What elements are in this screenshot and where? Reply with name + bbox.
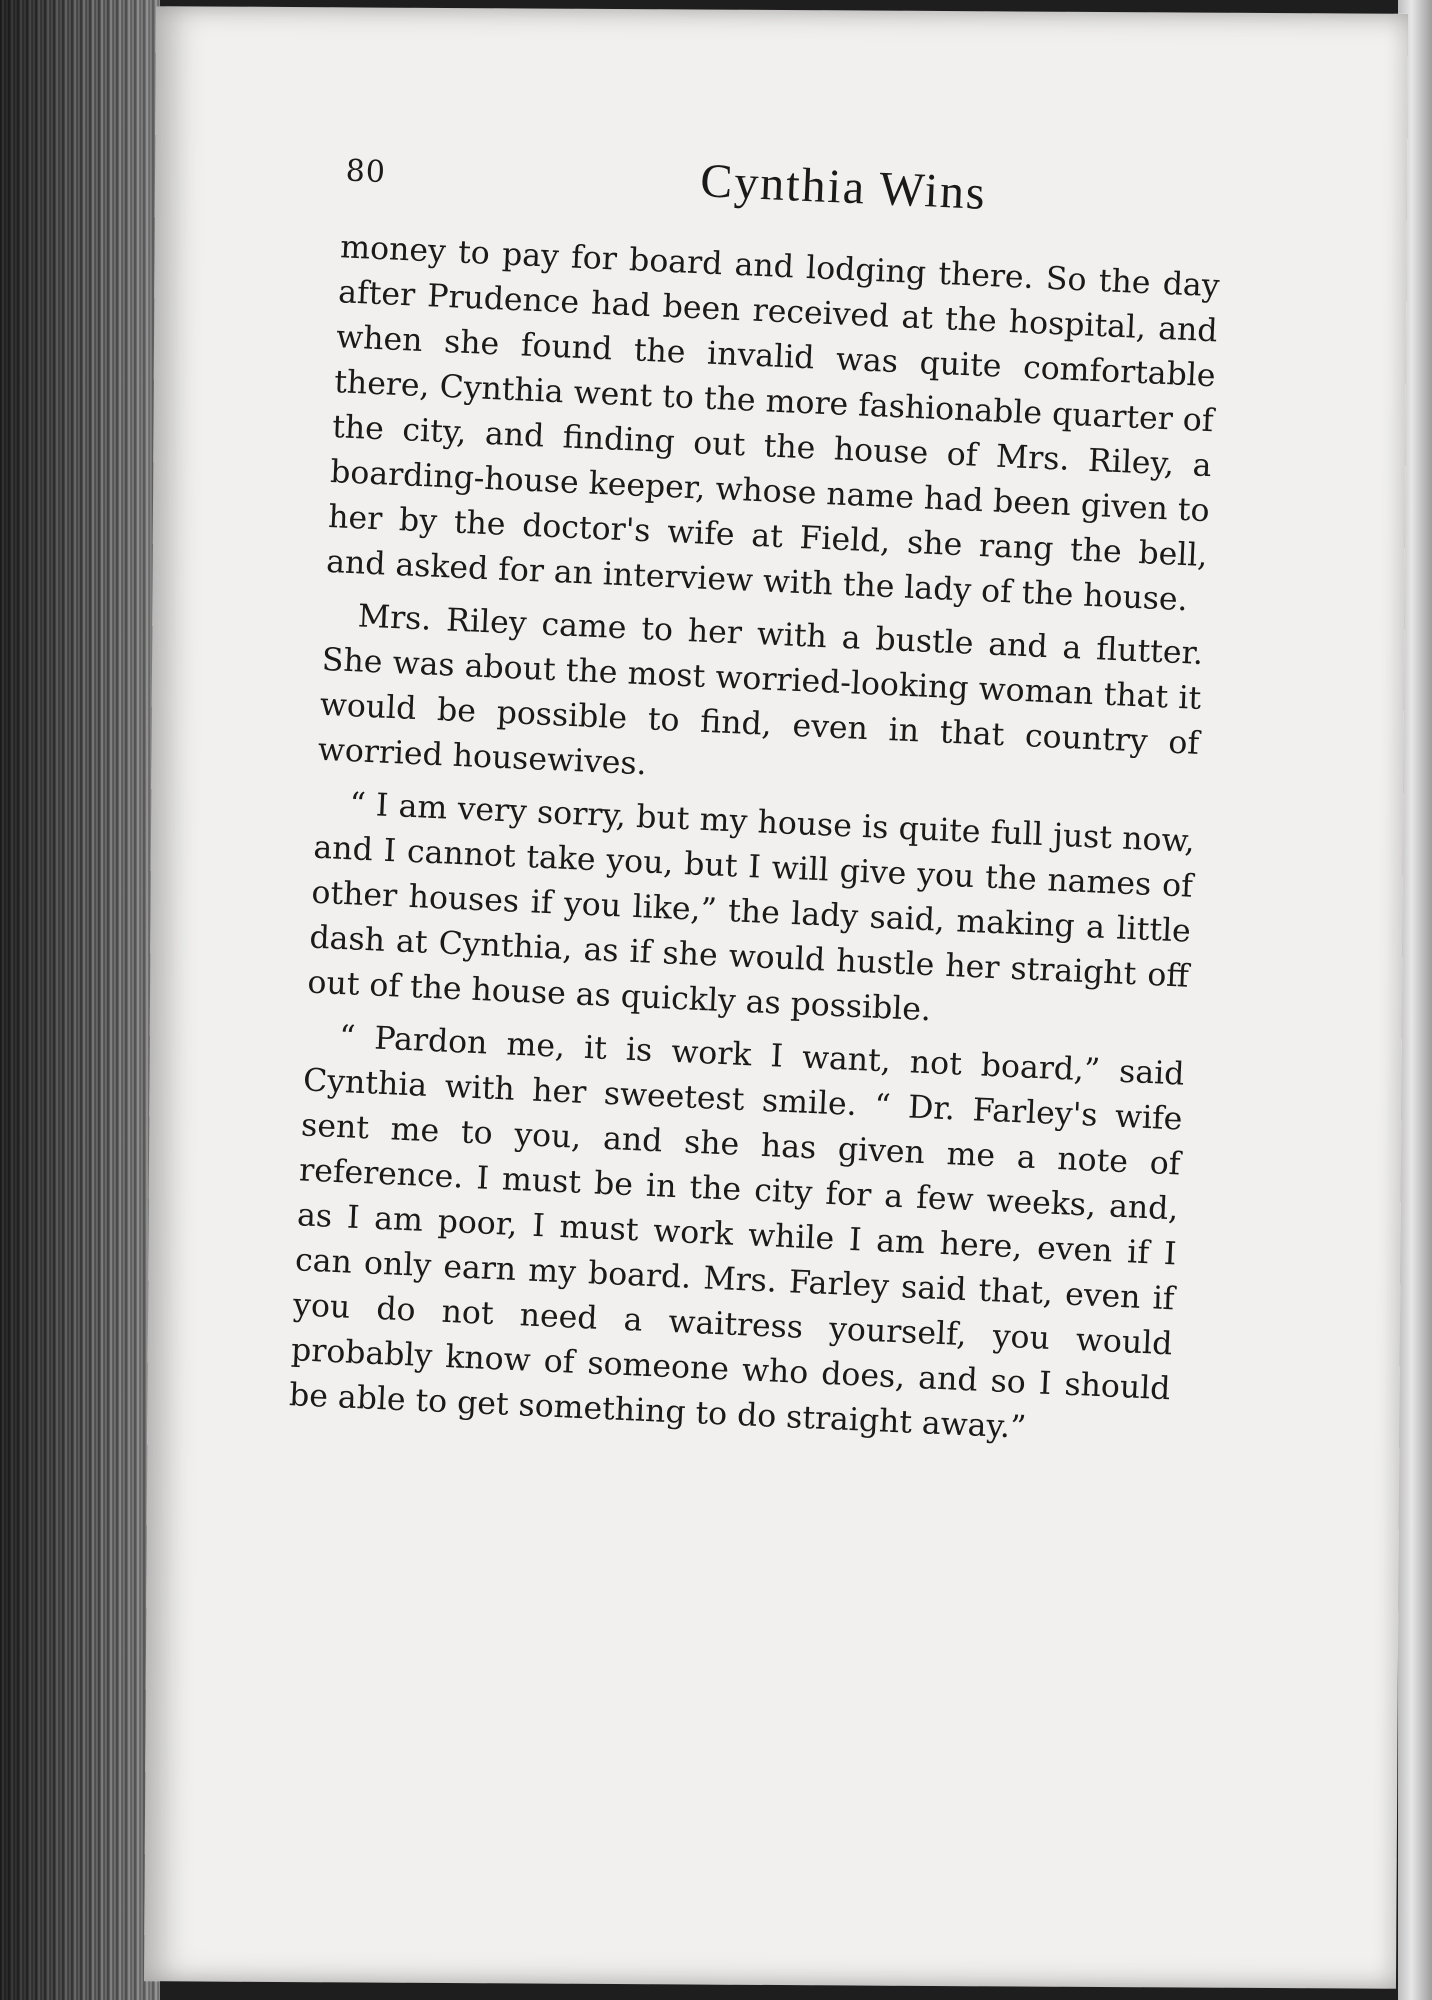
body-text xyxy=(288,225,1220,1457)
book-page xyxy=(144,6,1408,1989)
paragraph-2: Mrs. Riley came to her with a bustle and a flutter. She was about the most worried-looking woman that it would be possible to find, even in that country of worried housewives. xyxy=(317,598,1204,783)
book-page-edges xyxy=(0,0,160,2000)
paragraph-3: “ I am very sorry, but my house is quite full just now, and I cannot take you, but I will give you the names of other houses if you like,” the lady said, making a little dash at Cynthia, as if she would hustle her straight off out of the house as quickly as possible. xyxy=(306,786,1196,1029)
paragraph-4: “ Pardon me, it is work I want, not board,” said Cynthia with her sweetest smile. “ Dr. Farley's wife sent me to you, and she has given me a note of reference. I must be in the city for a few weeks, and, as I am poor, I must work while I am here, even if I can only earn my board. Mrs. Farley said that, even if you do not need a waitress yourself, you would probably know of someone who does, and so I should be able to get something to do straight away.” xyxy=(288,1018,1186,1446)
paragraph-1: money to pay for board and lodging there. So the day after Prudence had been received at the hospital, and when she found the invalid was quite comfortable there, Cynthia went to the more fashionable quarter of the city, and finding out the house of Mrs. Riley, a boarding-house keeper, whose name had been given to her by the doctor's wife at Field, she rang the bell, and asked for an interview with the lady of the house. xyxy=(325,229,1221,619)
page-text-block xyxy=(288,137,1225,1465)
page-number: 80 xyxy=(344,153,387,191)
running-title: Cynthia Wins xyxy=(699,154,988,220)
